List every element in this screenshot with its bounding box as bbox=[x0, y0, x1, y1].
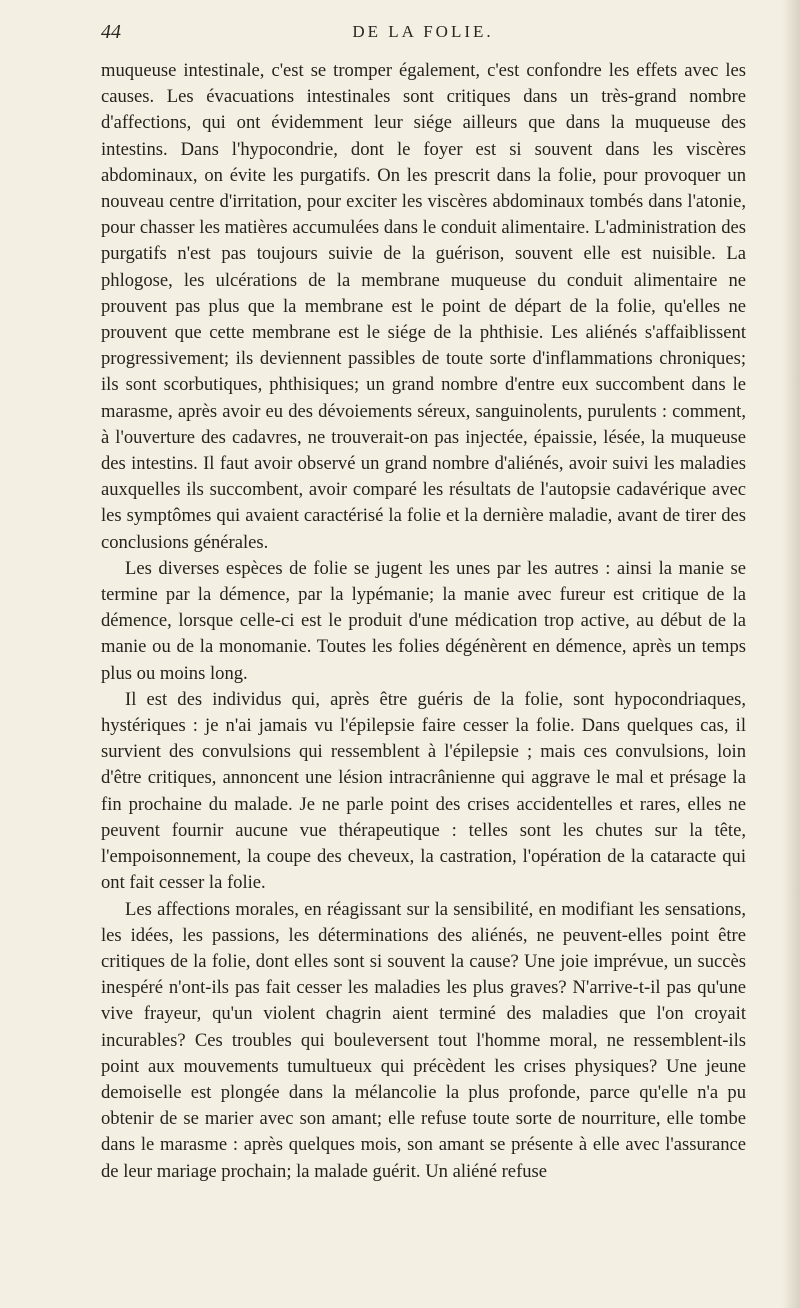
page-header bbox=[101, 18, 745, 48]
running-title: DE LA FOLIE. bbox=[352, 22, 494, 41]
page-number: 44 bbox=[101, 21, 121, 43]
paragraph-1: muqueuse intestinale, c'est se tromper également, c'est confondre les effets avec les causes. Les évacuations intestinales sont critiques dans un très-grand nombre d'affections, qui ont évidemment leur siége ailleurs que dans la muqueuse des intestins. Dans l'hypocondrie, dont le foyer est si souvent dans les viscères abdominaux, on évite les purgatifs. On les prescrit dans la folie, pour provoquer un nouveau centre d'irritation, pour exciter les viscères abdominaux tombés dans l'atonie, pour chasser les matières accumulées dans le conduit alimentaire. L'administration des purgatifs n'est pas toujours suivie de la guérison, souvent elle est nuisible. La phlogose, les ulcérations de la membrane muqueuse du conduit alimentaire ne prouvent pas plus que la membrane est le point de départ de la folie, qu'elles ne prouvent que cette membrane est le siége de la phthisie. Les aliénés s'affaiblissent progressivement; ils deviennent passibles de toute sorte d'inflammations chroniques; ils sont scorbutiques, phthisiques; un grand nombre d'entre eux succombent dans le marasme, après avoir eu des dévoiements séreux, sanguinolents, purulents : comment, à l'ouverture des cadavres, ne trouverait-on pas injectée, épaissie, lésée, la muqueuse des intestins. Il faut avoir observé un grand nombre d'aliénés, avoir suivi les maladies auxquelles ils succombent, avoir comparé les résultats de l'autopsie cadavérique avec les symptômes qui avaient caractérisé la folie et la dernière maladie, avant de tirer des conclusions générales. bbox=[101, 60, 746, 553]
paragraph-2: Les diverses espèces de folie se jugent les unes par les autres : ainsi la manie se termine par la démence, par la lypémanie; la manie avec fureur est critique de la démence, lorsque celle-ci est le produit d'une médication trop active, au début de la manie ou de la monomanie. Toutes les folies dégénèrent en démence, après un temps plus ou moins long. bbox=[101, 557, 746, 684]
paragraph-4: Les affections morales, en réagissant sur la sensibilité, en modifiant les sensations, les idées, les passions, les déterminations des aliénés, ne peuvent-elles point être critiques de la folie, dont elles sont si souvent la cause? Une joie imprévue, un succès inespéré n'ont-ils pas fait cesser les maladies les plus graves? N'arrive-t-il pas qu'une vive frayeur, qu'un violent chagrin aient terminé des maladies que l'on croyait incurables? Ces troubles qui bouleversent tout l'homme moral, ne ressemblent-ils point aux mouvements tumultueux qui précèdent les crises physiques? Une jeune demoiselle est plongée dans la mélancolie la plus profonde, parce qu'elle n'a pu obtenir de se marier avec son amant; elle refuse toute sorte de nourriture, elle tombe dans le marasme : après quelques mois, son amant se présente à elle avec l'assurance de leur mariage prochain; la malade guérit. Un aliéné refuse bbox=[101, 898, 746, 1182]
page-edge-shadow bbox=[782, 0, 800, 1308]
body-text bbox=[101, 58, 746, 1185]
paragraph-3: Il est des individus qui, après être guéris de la folie, sont hypocondriaques, hystériques : je n'ai jamais vu l'épilepsie faire cesser la folie. Dans quelques cas, il survient des convulsions qui ressemblent à l'épilepsie ; mais ces convulsions, loin d'être critiques, annoncent une lésion intracrânienne qui aggrave le mal et présage la fin prochaine du malade. Je ne parle point des crises accidentelles et rares, elles ne peuvent fournir aucune vue thérapeutique : telles sont les chutes sur la tête, l'empoisonnement, la coupe des cheveux, la castration, l'opération de la cataracte qui ont fait cesser la folie. bbox=[101, 688, 746, 894]
